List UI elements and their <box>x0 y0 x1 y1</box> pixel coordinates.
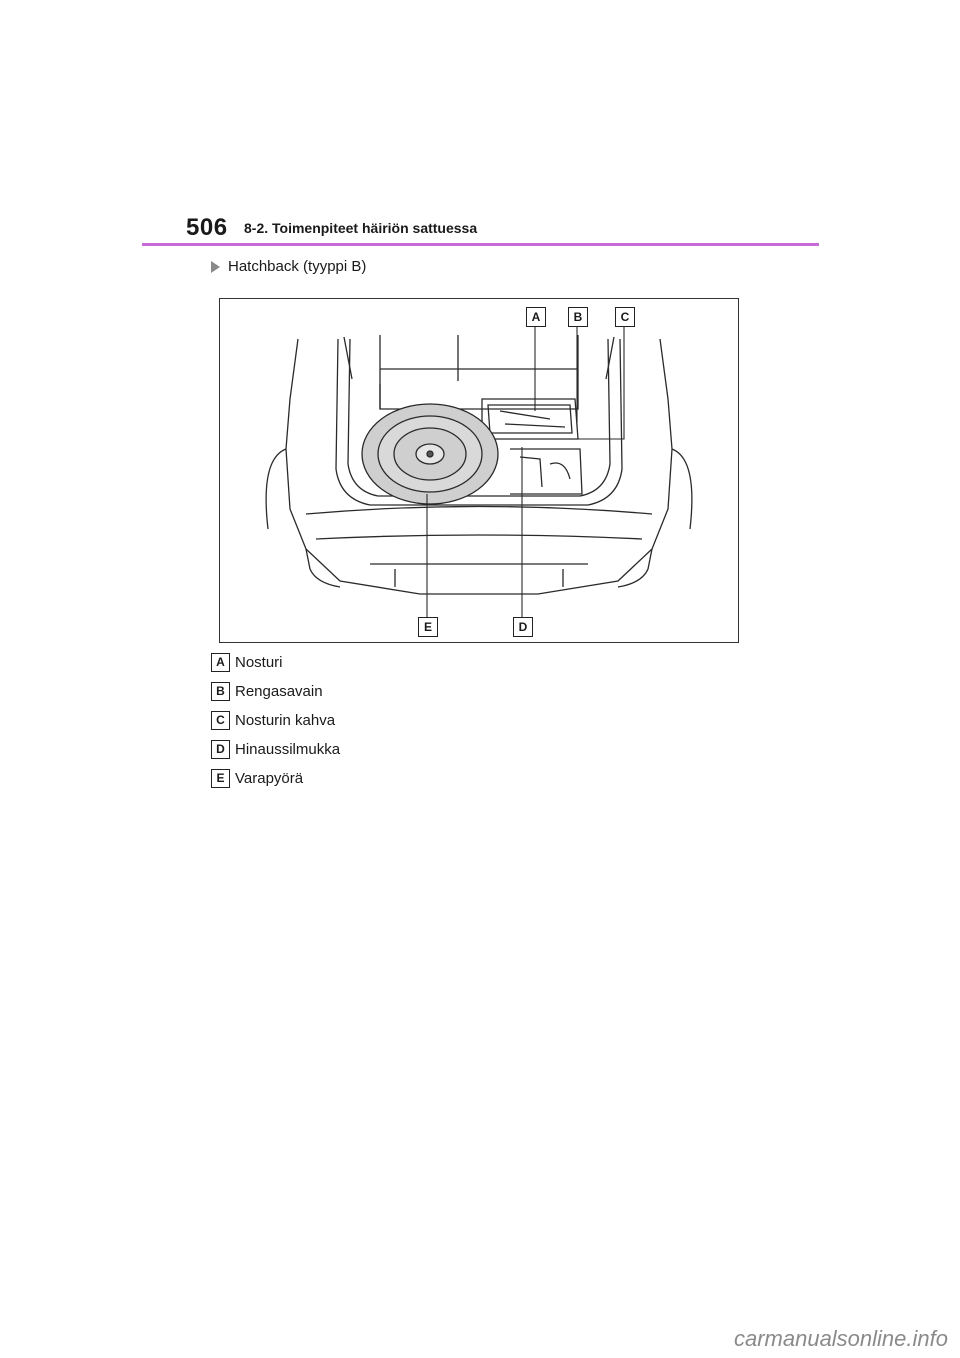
legend-list <box>211 648 340 793</box>
callout-d: D <box>513 617 533 637</box>
bullet-triangle-icon <box>211 261 220 273</box>
legend-label: Nosturi <box>235 654 283 671</box>
car-rear-drawing <box>220 299 738 642</box>
callout-a: A <box>526 307 546 327</box>
legend-key: E <box>211 769 230 788</box>
legend-label: Varapyörä <box>235 770 304 787</box>
legend-key: B <box>211 682 230 701</box>
callout-c: C <box>615 307 635 327</box>
legend-item <box>211 706 340 735</box>
legend-label: Rengasavain <box>235 683 323 700</box>
watermark: carmanualsonline.info <box>733 1326 948 1351</box>
legend-item <box>211 677 340 706</box>
header-rule <box>142 243 819 246</box>
callout-e: E <box>418 617 438 637</box>
legend-key: A <box>211 653 230 672</box>
legend-label: Nosturin kahva <box>235 712 336 729</box>
variant-heading <box>211 258 366 275</box>
legend-item <box>211 764 340 793</box>
callout-b: B <box>568 307 588 327</box>
legend-item <box>211 648 340 677</box>
trunk-illustration <box>219 298 739 643</box>
legend-label: Hinaussilmukka <box>235 741 341 758</box>
legend-key: D <box>211 740 230 759</box>
variant-label: Hatchback (tyyppi B) <box>228 258 367 275</box>
section-title: 8-2. Toimenpiteet häiriön sattuessa <box>244 220 478 236</box>
legend-key: C <box>211 711 230 730</box>
legend-item <box>211 735 340 764</box>
page-number: 506 <box>186 214 228 241</box>
